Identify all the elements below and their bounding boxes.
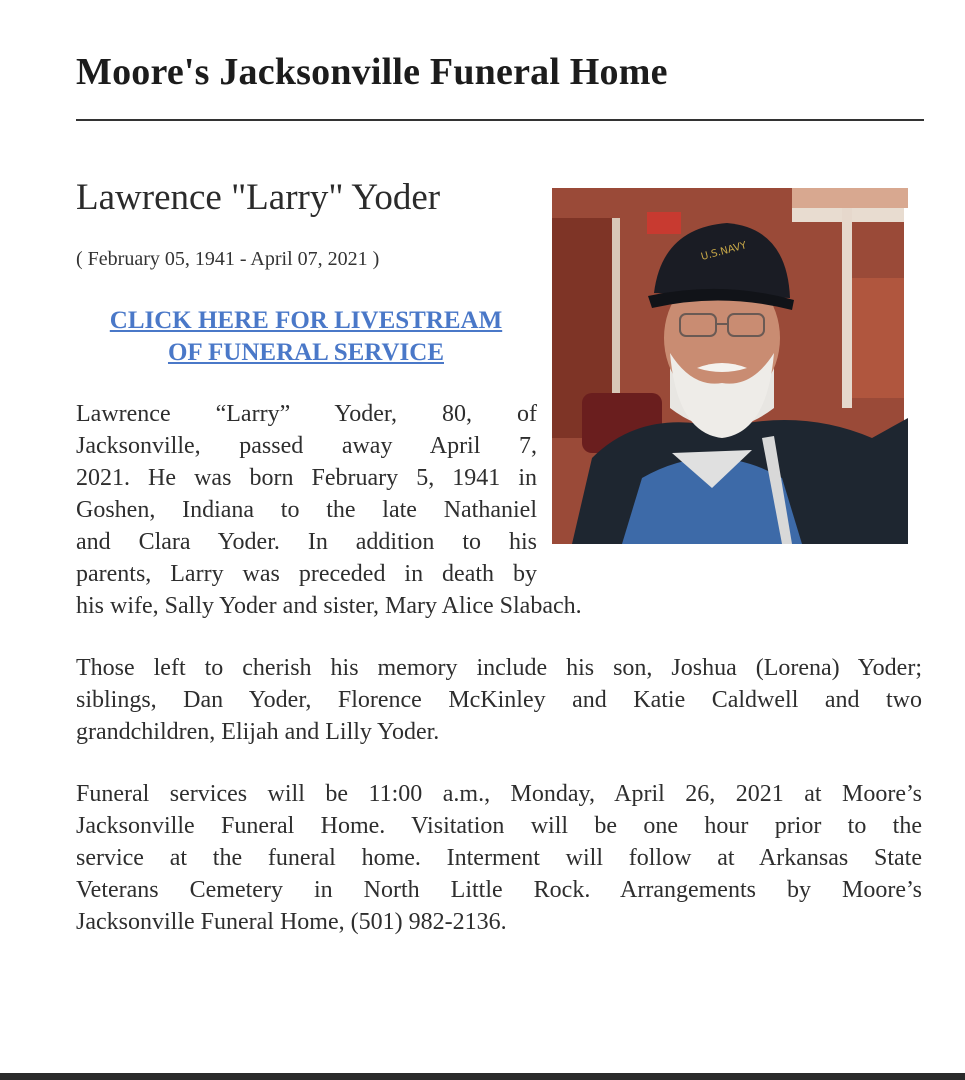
paragraph-line: his wife, Sally Yoder and sister, Mary Alice Slabach.	[76, 593, 582, 619]
paragraph-line: siblings, Dan Yoder, Florence McKinley and Katie Caldwell and two	[76, 687, 922, 713]
paragraph-line: and Clara Yoder. In addition to his	[76, 529, 537, 555]
paragraph-line: Those left to cherish his memory include his son, Joshua (Lorena) Yoder;	[76, 655, 922, 681]
paragraph-line: Goshen, Indiana to the late Nathaniel	[76, 497, 537, 523]
obituary-paragraph-2	[76, 652, 922, 748]
portrait-photo	[552, 188, 908, 544]
livestream-link[interactable]	[66, 305, 546, 369]
paragraph-line: parents, Larry was preceded in death by	[76, 561, 537, 587]
bottom-edge-bar	[0, 1073, 965, 1080]
paragraph-line: Jacksonville, passed away April 7,	[76, 433, 537, 459]
obituary-paragraph-3	[76, 778, 922, 938]
paragraph-line: grandchildren, Elijah and Lilly Yoder.	[76, 719, 440, 745]
livestream-link-line-2[interactable]: OF FUNERAL SERVICE	[167, 339, 444, 366]
portrait-illustration	[552, 188, 908, 544]
paragraph-line: Jacksonville Funeral Home, (501) 982-2136.	[76, 909, 507, 935]
svg-text:U.S.NAVY: U.S.NAVY	[699, 240, 748, 263]
paragraph-line: Jacksonville Funeral Home. Visitation will be one hour prior to the	[76, 813, 922, 839]
header-divider	[76, 119, 924, 121]
paragraph-line: 2021. He was born February 5, 1941 in	[76, 465, 537, 491]
paragraph-line: service at the funeral home. Interment will follow at Arkansas State	[76, 845, 922, 871]
deceased-name: Lawrence "Larry" Yoder	[76, 177, 441, 218]
life-dates: ( February 05, 1941 - April 07, 2021 )	[76, 248, 380, 270]
funeral-home-title: Moore's Jacksonville Funeral Home	[76, 51, 668, 93]
paragraph-line: Funeral services will be 11:00 a.m., Monday, April 26, 2021 at Moore’s	[76, 781, 922, 807]
paragraph-line: Lawrence “Larry” Yoder, 80, of	[76, 401, 537, 427]
obituary-paragraph-1	[76, 398, 537, 590]
paragraph-line: Veterans Cemetery in North Little Rock. Arrangements by Moore’s	[76, 877, 922, 903]
livestream-link-line-1[interactable]: CLICK HERE FOR LIVESTREAM	[109, 307, 503, 334]
obituary-paragraph-1-end	[76, 590, 924, 622]
